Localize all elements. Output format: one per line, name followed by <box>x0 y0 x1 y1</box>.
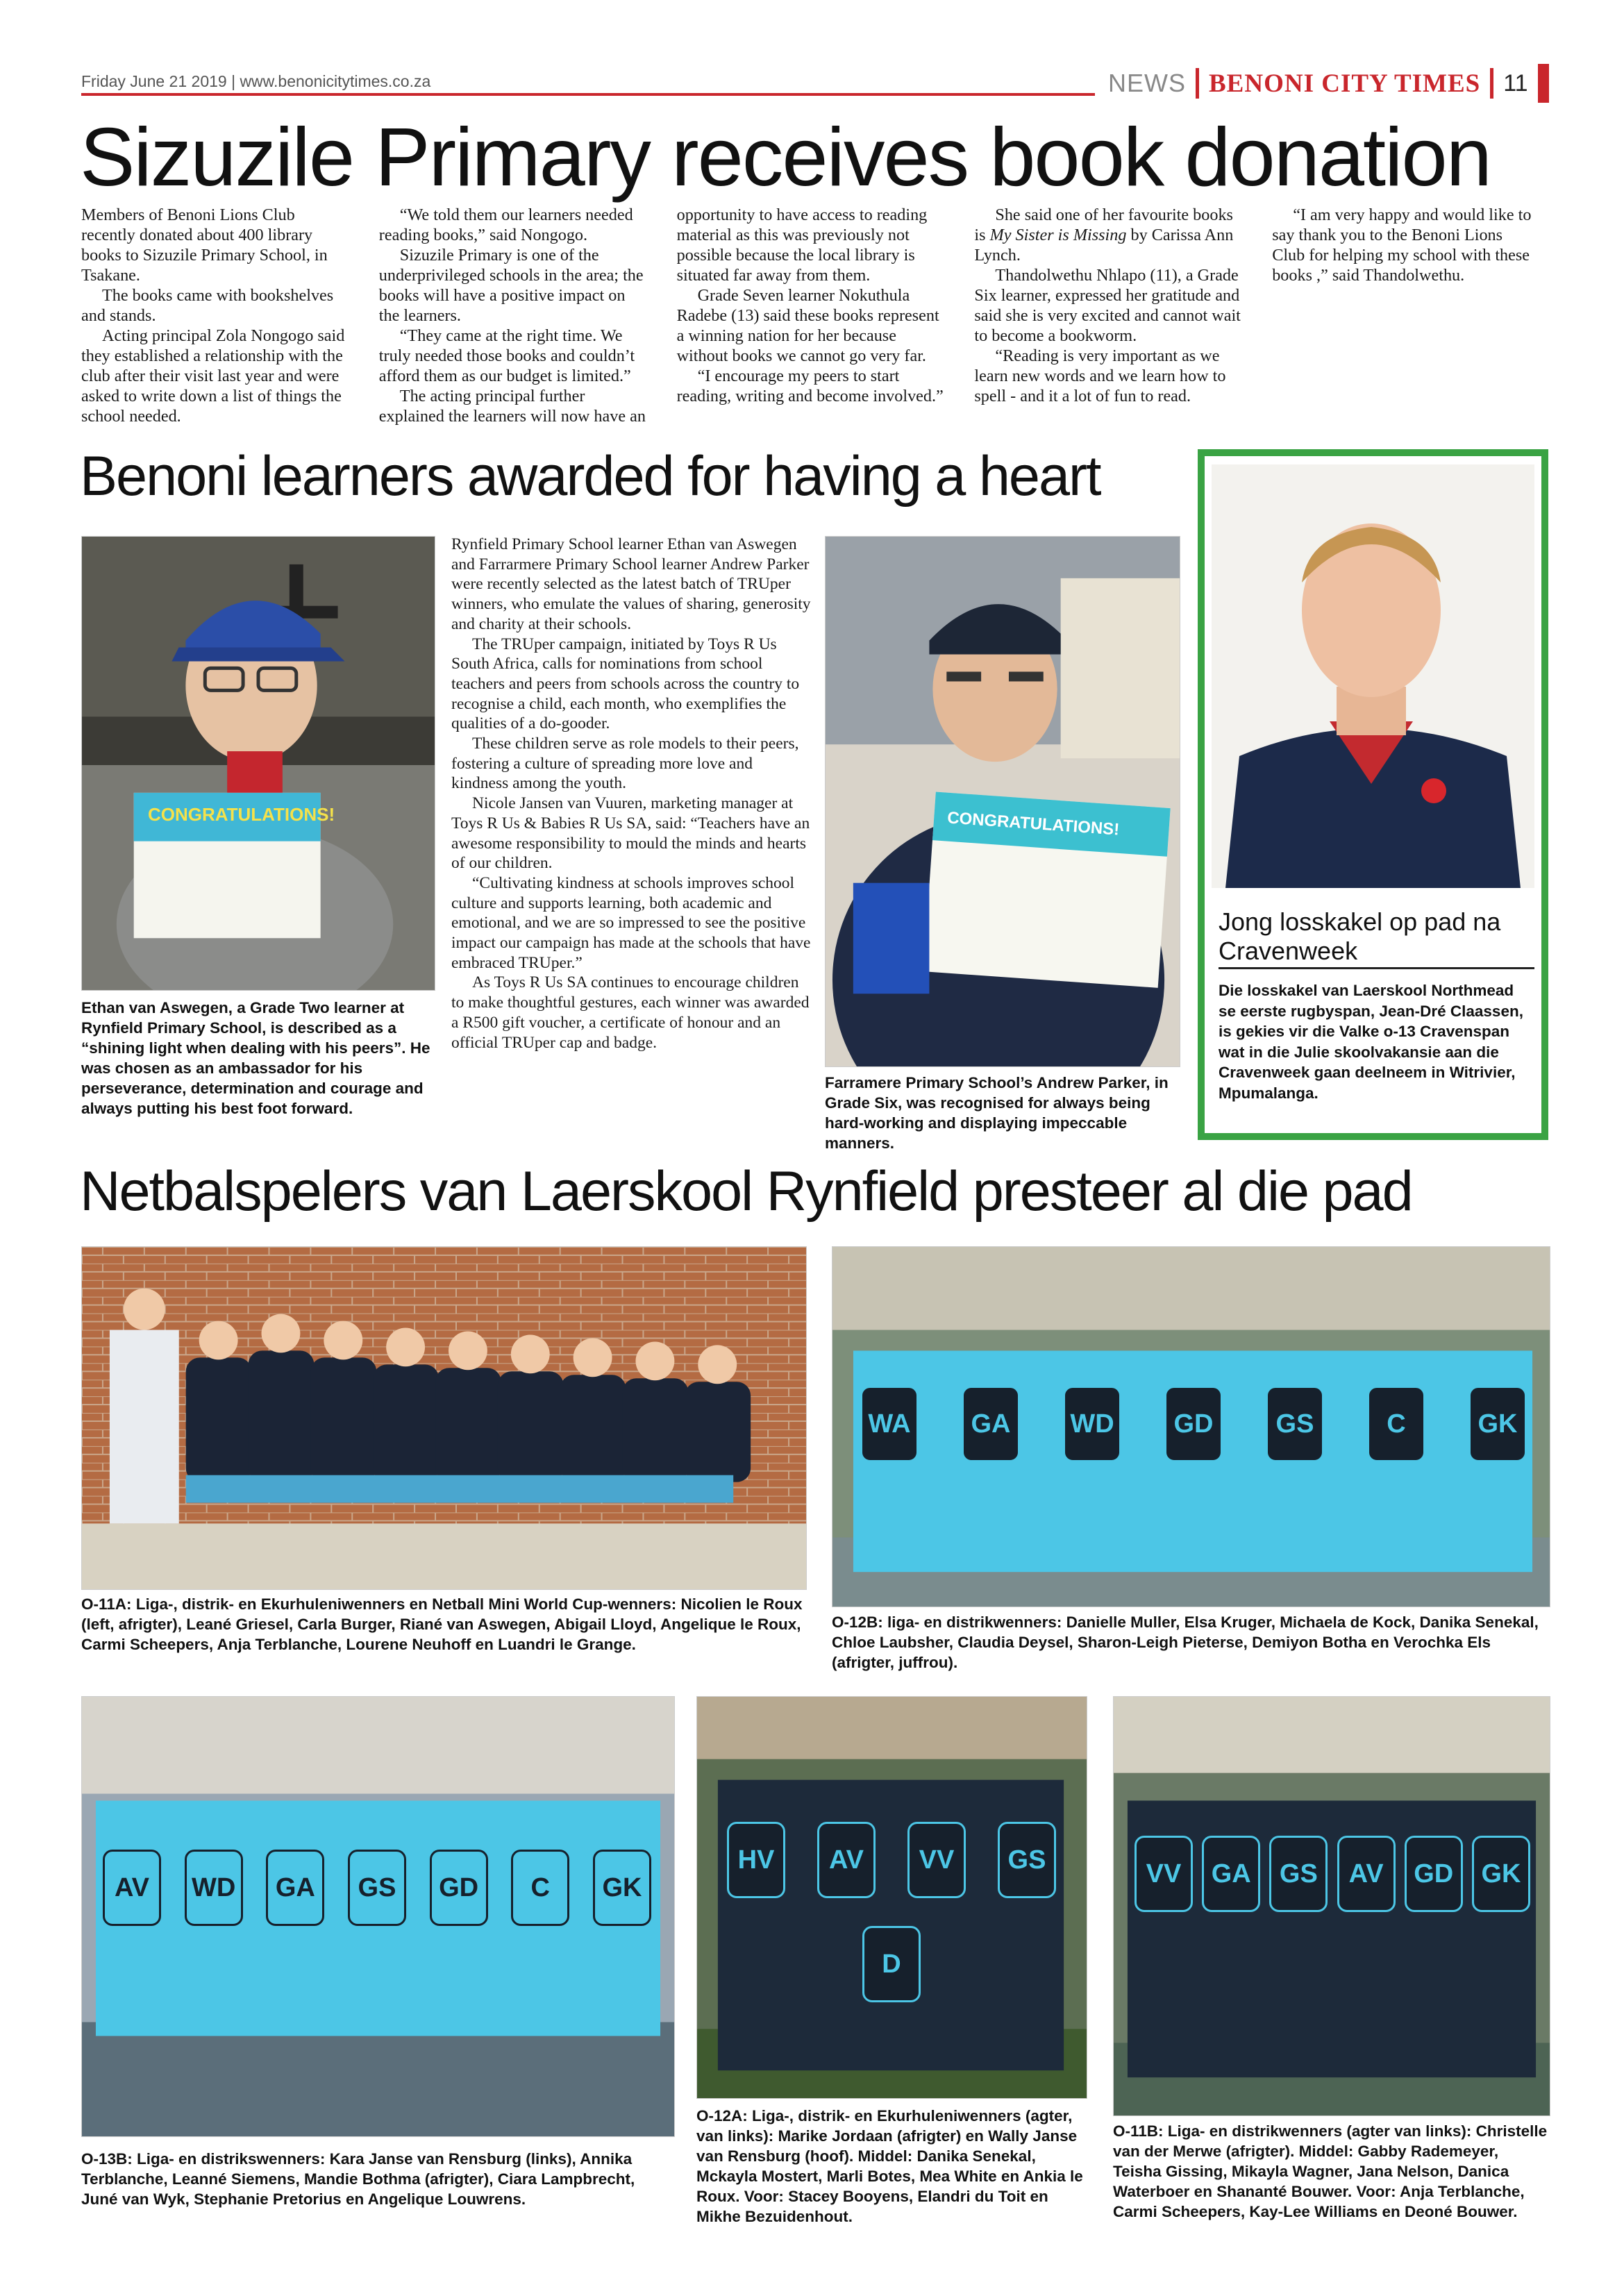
netball-bib: C <box>511 1850 569 1926</box>
o12b-caption: O-12B: liga- en distrikwenners: Danielle Muller, Elsa Kruger, Michaela de Kock, Danika Senekal, Chloe Laubsher, Claudia Deysel, Sharon-Leigh Pieterse, Demiyon Botha en Verochka Els (afrigter, juffrou). <box>832 1614 1539 1671</box>
ethan-caption: Ethan van Aswegen, a Grade Two learner at Rynfield Primary School, is described as a “shining light when dealing with his peers”. He was chosen as an ambassador for his perseverance, determination and courage and always putting his best foot forward. <box>81 999 430 1117</box>
netball-bib: HV <box>727 1822 785 1898</box>
netball-bib: GD <box>430 1850 488 1926</box>
netball-bib: GD <box>1164 1386 1223 1462</box>
paragraph: Rynfield Primary School learner Ethan van Aswegen and Farrarmere Primary School learner Andrew Parker were recently selected as the latest batch of TRUper winners, who emulate the values of sharing, generosity and charity at their schools. <box>451 535 811 633</box>
masthead-divider <box>1196 68 1199 99</box>
o12b-photo <box>832 1246 1550 1607</box>
netball-bib: VV <box>1135 1836 1193 1912</box>
bib-row <box>103 1850 651 1926</box>
certificate-text: CONGRATULATIONS! <box>148 804 335 825</box>
paragraph: Thandolwethu Nhlapo (11), a Grade Six learner, expressed her gratitude and said she is very excited and cannot wait to become a bookworm. <box>974 266 1241 345</box>
o11a-photo <box>81 1246 807 1590</box>
netball-bib: AV <box>1337 1836 1396 1912</box>
netball-bib: GK <box>1472 1836 1530 1912</box>
paragraph: Grade Seven learner Nokuthula Radebe (13) said these books represent a winning nation for her because without books we cannot go very far. <box>676 286 939 365</box>
page-number: 11 <box>1503 69 1528 97</box>
paragraph: “I encourage my peers to start reading, writing and become involved.” <box>676 367 944 405</box>
netball-bib: AV <box>103 1850 161 1926</box>
netball-bib: GK <box>1468 1386 1527 1462</box>
masthead-rule <box>81 93 1095 96</box>
netball-bib: WA <box>860 1386 919 1462</box>
certificate-text: CONGRATULATIONS! <box>946 808 1121 839</box>
sidebar-box <box>1198 449 1548 1140</box>
paragraph: She said one of her favourite books is My Sister is Missing by Carissa Ann Lynch. <box>974 206 1234 265</box>
paragraph: “Cultivating kindness at schools improves school culture and supports learning, both academic and emotional, and we are so impressed to see the positive impact our campaign has made at the schools that have embraced TRUper.” <box>451 873 811 972</box>
paragraph: Acting principal Zola Nongogo said they established a relationship with the club after their visit last year and were asked to write down a list of things the school needed. <box>81 326 345 426</box>
sidebar-body: Die losskakel van Laerskool Northmead se eerste rugbyspan, Jean-Dré Claassen, is gekies vir die Valke o-13 Cravenspan wat in die Julie skoolvakansie aan die Cravenweek gaan deelneem in Witrivier, Mpumalanga. <box>1219 982 1523 1102</box>
masthead-red-block <box>1538 64 1549 103</box>
o12a-photo <box>696 1696 1087 2099</box>
netball-bib: GS <box>1266 1386 1324 1462</box>
story1-headline: Sizuzile Primary receives book donation <box>80 111 1491 203</box>
o12a-caption: O-12A: Liga-, distrik- en Ekurhuleniwenners (agter, van links): Marike Jordaan (afrigter) en Wally Janse van Rensburg (hoof). Middel: Danika Senekal, Mckayla Mostert, Marli Botes, Mea White en Ankia le Roux. Voor: Stacey Booyens, Elandri du Toit en Mikhe Bezuidenhout. <box>696 2107 1083 2225</box>
bib-row <box>860 1386 1527 1462</box>
netball-bib: GA <box>962 1386 1020 1462</box>
paragraph: The TRUper campaign, initiated by Toys R Us South Africa, calls for nominations from school teachers and peers from schools across the country to recognise a child, each month, who exemplifies the qualities of a do-gooder. <box>451 635 800 733</box>
o11b-photo <box>1113 1696 1550 2116</box>
o11a-caption: O-11A: Liga-, distrik- en Ekurhuleniwenners en Netball Mini World Cup-wenners: Nicolien le Roux (left, afrigter), Leané Griesel, Carla Burger, Riané van Aswegen, Abigail Lloyd, Angelique le Roux, Carmi Scheepers, Anja Terblanche, Lourene Neuhoff en Luandri le Grange. <box>81 1595 803 1653</box>
paragraph: “Reading is very important as we learn new words and we learn how to spell - and it a lot of fun to read. <box>974 346 1226 405</box>
dateline: Friday June 21 2019 | www.benonicitytimes.co.za <box>81 72 431 90</box>
story2-headline: Benoni learners awarded for having a heart <box>80 445 1100 508</box>
netball-bib: GD <box>1405 1836 1463 1912</box>
story3-headline: Netbalspelers van Laerskool Rynfield presteer al die pad <box>80 1160 1412 1223</box>
bib-row <box>1135 1836 1530 1912</box>
paragraph: The acting principal further explained the learners will now have an opportunity to have access to reading material as this was previously not possible because the local library is situated far away from them. <box>378 206 928 426</box>
netball-bib: GA <box>266 1850 324 1926</box>
bib-row <box>725 1822 1058 2002</box>
andrew-caption: Farramere Primary School’s Andrew Parker, in Grade Six, was recognised for always being hard-working and displaying impeccable manners. <box>825 1074 1169 1152</box>
netball-bib: GS <box>998 1822 1056 1898</box>
section-label: NEWS <box>1108 69 1186 97</box>
paragraph: Sizuzile Primary is one of the underprivileged schools in the area; the books will have a positive impact on the learners. <box>378 246 644 325</box>
netball-bib: GK <box>593 1850 651 1926</box>
sidebar-rule <box>1219 967 1534 969</box>
paper-name: BENONI CITY TIMES <box>1209 69 1481 98</box>
paragraph: “They came at the right time. We truly needed those books and couldn’t afford them as our budget is limited.” <box>378 326 635 385</box>
rugby-player-photo <box>1212 464 1534 888</box>
paragraph: As Toys R Us SA continues to encourage children to make thoughtful gestures, each winner was awarded a R500 gift voucher, a certificate of honour and an official TRUper cap and badge. <box>451 973 810 1052</box>
book-title: My Sister is Missing <box>989 226 1127 244</box>
ethan-photo <box>81 536 435 991</box>
netball-bib: WD <box>1063 1386 1121 1462</box>
paragraph: “I am very happy and would like to say thank you to the Benoni Lions Club for helping my school with these books ,” said Thandolwethu. <box>1272 206 1532 285</box>
netball-bib: GA <box>1202 1836 1260 1912</box>
masthead <box>1108 64 1549 103</box>
masthead-divider <box>1490 68 1493 99</box>
paragraph: “We told them our learners needed reading books,” said Nongogo. <box>378 206 633 244</box>
story1-body <box>81 205 1539 430</box>
netball-bib: AV <box>817 1822 876 1898</box>
netball-bib: WD <box>185 1850 243 1926</box>
paragraph: The books came with bookshelves and stands. <box>81 286 334 325</box>
sidebar-title: Jong losskakel op pad na Cravenweek <box>1219 907 1501 965</box>
netball-bib: C <box>1367 1386 1425 1462</box>
o13b-caption: O-13B: Liga- en distrikswenners: Kara Janse van Rensburg (links), Annika Terblanche, Leanné Siemens, Mandie Bothma (afrigter), Ciara Lampbrecht, Juné van Wyk, Stephanie Pretorius en Angelique Louwrens. <box>81 2150 635 2208</box>
story2-body <box>451 535 812 1053</box>
netball-bib: D <box>862 1926 921 2002</box>
netball-bib: VV <box>907 1822 966 1898</box>
paragraph: Members of Benoni Lions Club recently donated about 400 library books to Sizuzile Primary School, in Tsakane. <box>81 206 328 285</box>
paragraph: Nicole Jansen van Vuuren, marketing manager at Toys R Us & Babies R Us SA, said: “Teachers have an awesome responsibility to mould the minds and hearts of our children. <box>451 794 810 873</box>
netball-bib: GS <box>1269 1836 1328 1912</box>
o13b-photo <box>81 1696 675 2137</box>
netball-bib: GS <box>348 1850 406 1926</box>
paragraph: These children serve as role models to their peers, fostering a culture of spreading more love and kindness among the youth. <box>451 735 799 793</box>
o11b-caption: O-11B: Liga- en distrikwenners (agter van links): Christelle van der Merwe (afrigter). Middel: Gabby Rademeyer, Teisha Gissing, Mikayla Wagner, Jana Nelson, Danica Waterboer en Shananté Bouwer. Voor: Anja Terblanche, Carmi Scheepers, Kay-Lee Williams en Deoné Bouwer. <box>1113 2122 1548 2220</box>
andrew-photo <box>825 536 1180 1067</box>
